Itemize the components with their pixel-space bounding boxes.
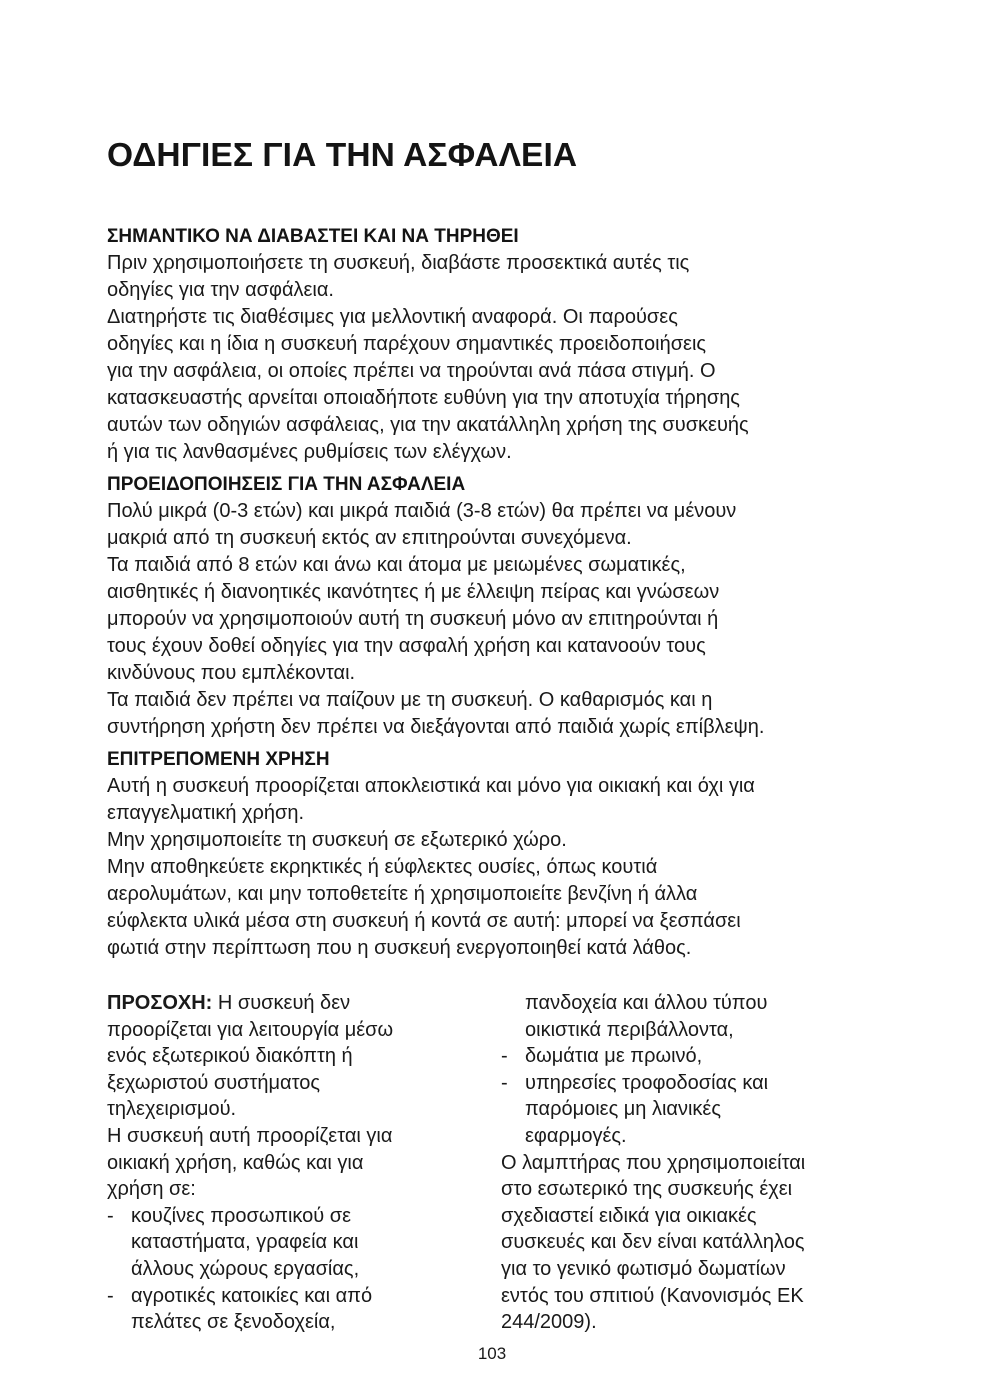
text-line: προορίζεται για λειτουργία μέσω bbox=[107, 1018, 394, 1041]
list-item-continuation: εφαρμογές. bbox=[525, 1124, 627, 1147]
text-line: κινδύνους που εμπλέκονται. bbox=[107, 662, 356, 684]
list-item bbox=[501, 1043, 901, 1070]
list-item bbox=[501, 1070, 901, 1097]
safety-sections bbox=[107, 224, 907, 968]
text-line: Αυτή η συσκευή προορίζεται αποκλειστικά και μόνο για οικιακή και όχι για bbox=[107, 775, 755, 797]
list-item-text: δωμάτια με πρωινό, bbox=[525, 1045, 703, 1068]
section-permitted-use bbox=[107, 747, 907, 962]
section-important bbox=[107, 224, 907, 466]
text-line: οδηγίες για την ασφάλεια. bbox=[107, 279, 334, 301]
text-line: μπορούν να χρησιμοποιούν αυτή τη συσκευή μόνο αν επιτηρούνται ή bbox=[107, 608, 719, 630]
caution-column bbox=[107, 990, 467, 1336]
caution-first-line bbox=[107, 990, 467, 1017]
text-line: για το γενικό φωτισμό δωματίων bbox=[501, 1257, 786, 1280]
list-item-continuation: οικιστικά περιβάλλοντα, bbox=[525, 1018, 734, 1041]
list-item bbox=[107, 1283, 467, 1310]
text-line: οικιακή χρήση, καθώς και για bbox=[107, 1151, 364, 1174]
text-line: μακριά από τη συσκευή εκτός αν επιτηρούνται συνεχόμενα. bbox=[107, 527, 632, 549]
section-heading: ΣΗΜΑΝΤΙΚΟ ΝΑ ΔΙΑΒΑΣΤΕΙ ΚΑΙ ΝΑ ΤΗΡΗΘΕΙ bbox=[107, 226, 519, 247]
text-line: Πριν χρησιμοποιήσετε τη συσκευή, διαβάστε προσεκτικά αυτές τις bbox=[107, 252, 690, 274]
page-title: ΟΔΗΓΙΕΣ ΓΙΑ ΤΗΝ ΑΣΦΑΛΕΙΑ bbox=[107, 137, 578, 174]
text-line: ξεχωριστού συστήματος bbox=[107, 1071, 320, 1094]
text-line: επαγγελματική χρήση. bbox=[107, 802, 305, 824]
text-line: Πολύ μικρά (0-3 ετών) και μικρά παιδιά (3-8 ετών) θα πρέπει να μένουν bbox=[107, 500, 737, 522]
text-line: οδηγίες και η ίδια η συσκευή παρέχουν σημαντικές προειδοποιήσεις bbox=[107, 333, 707, 355]
text-line: φωτιά στην περίπτωση που η συσκευή ενεργοποιηθεί κατά λάθος. bbox=[107, 937, 692, 959]
bullet-dash: - bbox=[501, 1071, 508, 1094]
text-line: συσκευές και δεν είναι κατάλληλος bbox=[501, 1231, 805, 1254]
text-line: Τα παιδιά δεν πρέπει να παίζουν με τη συσκευή. Ο καθαρισμός και η bbox=[107, 689, 713, 711]
list-item-continuation: παρόμοιες μη λιανικές bbox=[525, 1098, 721, 1121]
text-line: ενός εξωτερικού διακόπτη ή bbox=[107, 1045, 353, 1068]
text-line: κατασκευαστής αρνείται οποιαδήποτε ευθύνη για την αποτυχία τήρησης bbox=[107, 387, 740, 409]
text-line: εντός του σπιτιού (Κανονισμός ΕΚ bbox=[501, 1284, 804, 1307]
list-item-text: κουζίνες προσωπικού σε bbox=[131, 1204, 352, 1227]
section-heading: ΕΠΙΤΡΕΠΟΜΕΝΗ ΧΡΗΣΗ bbox=[107, 749, 330, 770]
text-line: Τα παιδιά από 8 ετών και άνω και άτομα με μειωμένες σωματικές, bbox=[107, 554, 686, 576]
bullet-dash: - bbox=[501, 1045, 508, 1068]
text-line: συντήρηση χρήστη δεν πρέπει να διεξάγονται από παιδιά χωρίς επίβλεψη. bbox=[107, 716, 765, 738]
text-line: 244/2009). bbox=[501, 1311, 597, 1334]
caution-label: ΠΡΟΣΟΧΗ: bbox=[107, 992, 213, 1014]
list-item-continuation: καταστήματα, γραφεία και bbox=[131, 1231, 359, 1254]
right-column bbox=[501, 990, 901, 1336]
text-line: σχεδιαστεί ειδικά για οικιακές bbox=[501, 1204, 757, 1227]
text-line: τους έχουν δοθεί οδηγίες για την ασφαλή χρήση και κατανοούν τους bbox=[107, 635, 706, 657]
list-item-continuation: άλλους χώρους εργασίας, bbox=[131, 1257, 360, 1280]
text-line: Διατηρήστε τις διαθέσιμες για μελλοντική αναφορά. Οι παρούσες bbox=[107, 306, 678, 328]
list-item-continuation: πελάτες σε ξενοδοχεία, bbox=[131, 1311, 336, 1334]
text-line: Μην χρησιμοποιείτε τη συσκευή σε εξωτερικό χώρο. bbox=[107, 829, 567, 851]
text-line: αερολυμάτων, και μην τοποθετείτε ή χρησιμοποιείτε βενζίνη ή άλλα bbox=[107, 883, 698, 905]
bullet-dash: - bbox=[107, 1204, 114, 1227]
bullet-dash: - bbox=[107, 1284, 114, 1307]
text-line: εύφλεκτα υλικά μέσα στη συσκευή ή κοντά σε αυτή: μπορεί να ξεσπάσει bbox=[107, 910, 741, 932]
page-number: 103 bbox=[477, 1344, 507, 1363]
text-line: Η συσκευή αυτή προορίζεται για bbox=[107, 1124, 393, 1147]
list-item-text: αγροτικές κατοικίες και από bbox=[131, 1284, 373, 1307]
list-item-text: υπηρεσίες τροφοδοσίας και bbox=[525, 1071, 769, 1094]
list-item-continuation: πανδοχεία και άλλου τύπου bbox=[525, 992, 768, 1014]
section-heading: ΠΡΟΕΙΔΟΠΟΙΗΣΕΙΣ ΓΙΑ ΤΗΝ ΑΣΦΑΛΕΙΑ bbox=[107, 474, 466, 495]
text-line: αυτών των οδηγιών ασφάλειας, για την ακατάλληλη χρήση της συσκευής bbox=[107, 414, 749, 436]
text-line: στο εσωτερικό της συσκευής έχει bbox=[501, 1178, 793, 1201]
text-line: χρήση σε: bbox=[107, 1178, 196, 1201]
text-line: ή για τις λανθασμένες ρυθμίσεις των ελέγχων. bbox=[107, 441, 512, 463]
text-line: αισθητικές ή διανοητικές ικανότητες ή με έλλειψη πείρας και γνώσεων bbox=[107, 581, 720, 603]
text-line: για την ασφάλεια, οι οποίες πρέπει να τηρούνται ανά πάσα στιγμή. Ο bbox=[107, 360, 716, 382]
text-line: Ο λαμπτήρας που χρησιμοποιείται bbox=[501, 1151, 806, 1174]
text-line: τηλεχειρισμού. bbox=[107, 1098, 237, 1121]
caution-first-line-text: Η συσκευή δεν bbox=[212, 992, 351, 1014]
list-item bbox=[107, 1203, 467, 1230]
text-line: Μην αποθηκεύετε εκρηκτικές ή εύφλεκτες ουσίες, όπως κουτιά bbox=[107, 856, 658, 878]
section-safety-warnings bbox=[107, 472, 907, 741]
